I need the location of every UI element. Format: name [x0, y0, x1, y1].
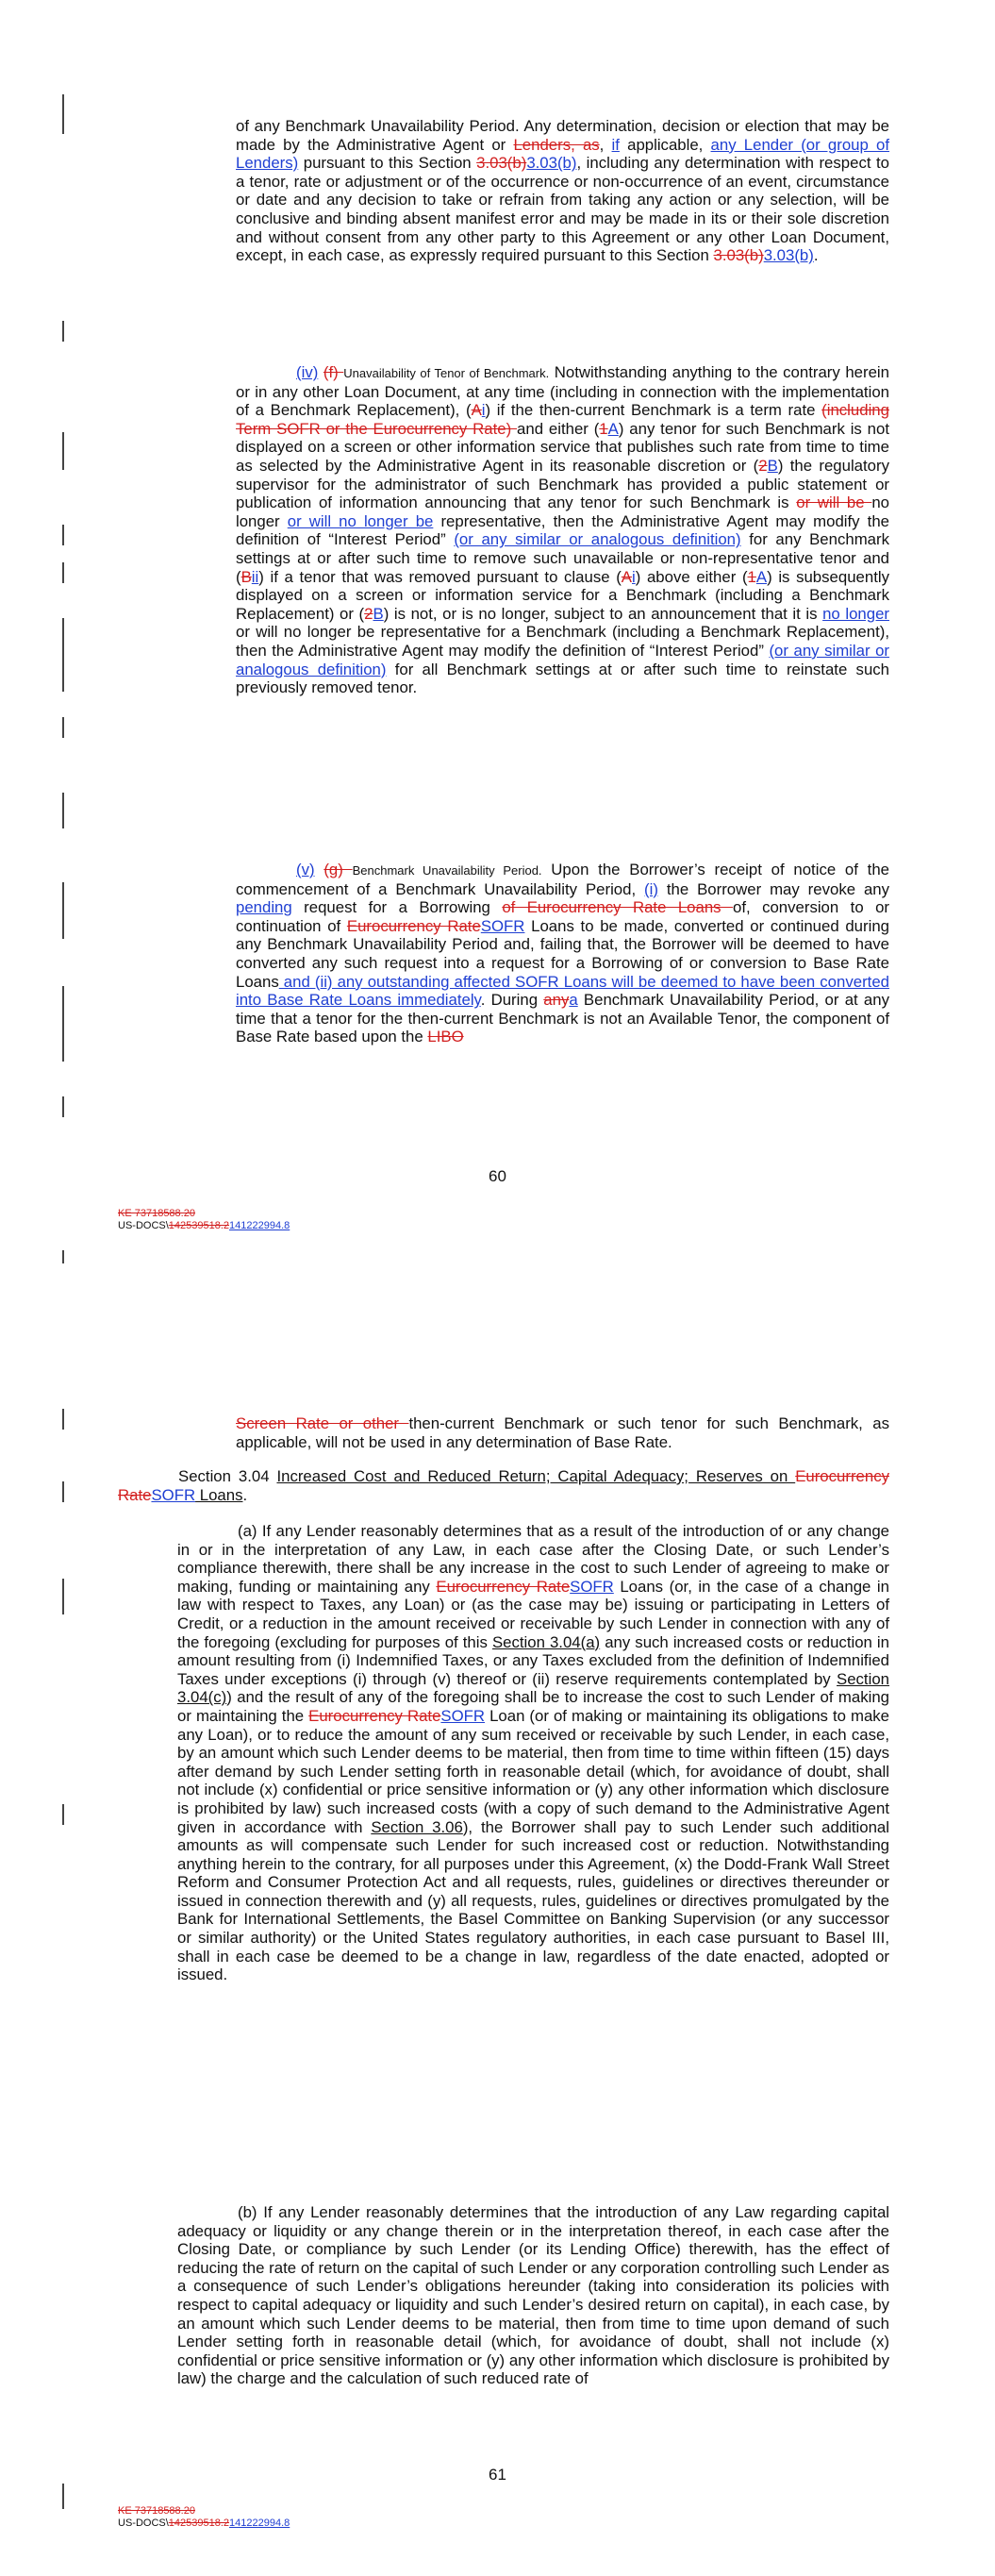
footer-doc-number: [118, 1220, 290, 1232]
change-bar: [62, 1250, 64, 1263]
deleted-text: 1: [747, 567, 756, 586]
page-number: 60: [489, 1167, 506, 1185]
text-run: ) above either (: [635, 567, 748, 586]
deleted-text: 3.03(b): [476, 154, 527, 173]
inserted-text: i: [632, 567, 636, 586]
inserted-text: (or any similar or analogous definition): [454, 530, 741, 549]
change-bar: [62, 432, 64, 470]
document-footer: [118, 2505, 290, 2530]
paragraph-3-04-a: [177, 1522, 889, 1984]
change-bar: [62, 562, 64, 583]
change-bar: [62, 882, 64, 939]
paragraph-continuation: [236, 1414, 889, 1451]
text-run: ) is not, or is no longer, subject to an announcement that it is: [383, 604, 823, 623]
inserted-text: B: [373, 604, 384, 623]
text-run: [315, 861, 324, 878]
text-run: Benchmark Unavailability Period, or at any time that a tenor for the then-current Benchmark is not an Available Tenor, the component of Base Rate based upon the: [236, 991, 889, 1046]
document-footer: [118, 1208, 290, 1232]
underlined-text: Section 3.04(a): [491, 1632, 601, 1651]
deleted-text: (g): [323, 861, 353, 878]
text-run: Loans (or, in the case of a change in law with respect to Taxes, any Loan) or (as the case may be) issuing or participating in Letters of Credit, or a reduction in the amount received or receivable by such Lender in connection with any of the foregoing (excluding for purposes of this: [177, 1577, 889, 1651]
inserted-text: any Lender (or group of Lenders): [236, 135, 890, 173]
change-bar: [62, 986, 64, 1062]
deleted-text: of Eurocurrency Rate Loans: [502, 898, 733, 917]
text-run: of any Benchmark Unavailability Period. Any determination, decision or election that may be made by the Administrative Agent or: [236, 117, 889, 154]
change-bar: [62, 1409, 64, 1430]
text-run: pursuant to this Section: [298, 154, 477, 173]
document-page-60: [0, 0, 995, 1264]
text-run: ) if the then-current Benchmark is a term rate: [485, 401, 822, 420]
text-run: ) if a tenor that was removed pursuant to clause (: [258, 567, 622, 586]
inserted-text: (i): [644, 879, 658, 898]
inserted-text: no longer: [822, 604, 889, 623]
deleted-text: 2: [758, 456, 768, 475]
text-run: no longer: [236, 493, 889, 530]
deleted-text: or will be: [796, 493, 872, 512]
inserted-text: (v): [296, 861, 315, 878]
inserted-text: 3.03(b): [526, 154, 577, 173]
footer-inserted-number: 141222994.8: [229, 1220, 290, 1231]
text-run: (b) If any Lender reasonably determines that the introduction of any Law regarding capital adequacy or liquidity or any change therein or in the interpretation thereof, in each case after the Closing Date, or compliance by such Lender (or its Lending Office) therewith, has the effect of reducing the rate of return on the capital of such Lender or any corporation controlling such Lender as a consequence of such Lender’s obligations hereunder (taking into consideration its policies with respect to capital adequacy or liquidity and such Lender’s desired return on capital), in each case, by an amount which such Lender deems to be material, then from time to time upon demand of such Lender setting forth in reasonable detail (which, for avoidance of doubt, shall not include (x) confidential or price sensitive information or (y) any other information which disclosure is prohibited by law) the charge and the calculation of such reduced rate of: [177, 2203, 889, 2388]
text-run: ,: [599, 135, 612, 154]
text-run: ) is subsequently displayed on a screen or information service for a Benchmark (including a Benchmark Replacement) or (: [236, 567, 889, 623]
text-run: Upon the Borrower’s receipt of notice of the commencement of a Benchmark Unavailability Period,: [236, 861, 889, 898]
para-v-text: [236, 861, 889, 1046]
deleted-text: LIBO: [427, 1028, 464, 1046]
deleted-text: any: [543, 991, 570, 1010]
text-run: request for a Borrowing: [291, 898, 503, 917]
change-bar: [62, 1481, 64, 1502]
inserted-text: SOFR: [151, 1485, 196, 1504]
footer-deleted-number: 142539518.2: [168, 2517, 230, 2529]
text-run: representative, then the Administrative Agent may modify the definition of “Interest Period”: [236, 511, 889, 549]
deleted-text: Lenders, as: [513, 135, 600, 154]
footer-inserted-number: 141222994.8: [229, 2517, 290, 2529]
change-bar: [62, 637, 64, 692]
text-run: applicable,: [619, 135, 711, 154]
para-a-text: [236, 117, 889, 265]
inserted-text: SOFR: [440, 1706, 486, 1725]
inserted-text: i: [481, 401, 486, 420]
caption-text: Unavailability of Tenor of Benchmark.: [343, 366, 550, 380]
text-run: or will no longer be representative for a Benchmark (including a Benchmark Replacement), then the Administrative Agent may modify the definition of “Interest Period”: [236, 623, 889, 660]
inserted-text: (iv): [296, 363, 319, 381]
deleted-text: 3.03(b): [713, 246, 764, 265]
inserted-text: A: [607, 419, 619, 438]
footer-ke-number: KE 73718588.20: [118, 1208, 195, 1219]
inserted-text: if: [611, 135, 620, 154]
para-cont-text: [236, 1414, 889, 1451]
inserted-text: (or any similar or analogous definition): [236, 641, 889, 678]
underlined-text: Loans: [195, 1485, 243, 1504]
deleted-text: A: [621, 567, 632, 586]
deleted-text: (f): [323, 363, 344, 381]
text-run: Loans to be made, converted or continued during any Benchmark Unavailability Period and, failing that, the Borrower will be deemed to have converted any such request into a request for a Borrowing of or conversion to Base Rate Loans: [236, 916, 889, 991]
inserted-text: and (ii) any outstanding affected SOFR Loans will be deemed to have been converted into Base Rate Loans immediately: [236, 972, 889, 1010]
deleted-text: Eurocurrency Rate: [118, 1467, 889, 1504]
deleted-text: Eurocurrency Rate: [346, 916, 481, 935]
paragraph-v-benchmark-unavailability: [236, 861, 889, 1046]
text-run: . During: [480, 991, 544, 1010]
inserted-text: B: [767, 456, 778, 475]
text-run: of, conversion to or continuation of: [236, 898, 889, 935]
para-b-text: [177, 2203, 889, 2388]
inserted-text: ii: [251, 567, 259, 586]
change-bar: [62, 525, 64, 545]
deleted-text: 1: [599, 419, 608, 438]
inserted-text: SOFR: [480, 916, 525, 935]
text-run: Loan (or of making or maintaining its obligations to make any Loan), or to reduce the amount of any sum received or receivable by such Lender, in each case, by an amount which such Lender deems to be material, then from time to time within fifteen (15) days after demand by such Lender setting forth in reasonable detail (which, for avoidance of doubt, shall not include (x) confidential or price sensitive information or (y) any other information which disclosure is prohibited by law) such increased costs (with a copy of such demand to the Administrative Agent given in accordance with: [177, 1706, 890, 1836]
text-run: Notwithstanding anything to the contrary herein or in any other Loan Document, at any time (including in connection with the implementation of a Benchmark Replacement), (: [236, 363, 889, 420]
document-page-61: [0, 1316, 995, 2576]
para-a-text: [177, 1522, 889, 1984]
inserted-text: 3.03(b): [763, 246, 814, 265]
page-number: 61: [489, 2466, 506, 2484]
text-run: ) any tenor for such Benchmark is not displayed on a screen or other information service that publishes such rate from time to time as selected by the Administrative Agent in its reasonable discretion or (: [236, 419, 889, 475]
deleted-text: Eurocurrency Rate: [436, 1577, 571, 1596]
text-run: ) the regulatory supervisor for the administrator of such Benchmark has provided a public statement or publication of information announcing that any tenor for such Benchmark is: [236, 456, 889, 512]
text-run: (a) If any Lender reasonably determines that as a result of the introduction of or any change in or in the interpretation of any Law, in each case after the Closing Date, or such Lender’s compliance therewith, there shall be any increase in the cost to such Lender of agreeing to make or making, funding or maintaining any: [177, 1522, 889, 1596]
section-heading-text: [118, 1467, 889, 1504]
underlined-text: Section 3.06: [371, 1817, 463, 1836]
change-bar: [62, 321, 64, 342]
text-run: the Borrower may revoke any: [657, 879, 890, 898]
paragraph-determination: [236, 117, 889, 265]
change-bar: [62, 1804, 64, 1825]
change-bar: [62, 793, 64, 828]
deleted-text: B: [240, 567, 252, 586]
text-run: then-current Benchmark or such tenor for such Benchmark, as applicable, will not be used in any determination of Base Rate.: [236, 1414, 889, 1451]
deleted-text: 2: [364, 604, 373, 623]
footer-deleted-number: 142539518.2: [168, 1220, 230, 1231]
text-run: any such increased costs or reduction in amount resulting from (i) Indemnified Taxes, or any Taxes excluded from the definition of Indemnified Taxes under exceptions (i) through (v) thereof or (ii) reserve requirements contemplated by: [177, 1632, 889, 1688]
text-run: Section 3.04: [178, 1467, 277, 1485]
inserted-text: pending: [236, 898, 292, 917]
text-run: .: [813, 246, 819, 265]
text-run: for any Benchmark settings at or after such time to remove such unavailable or non-representative tenor and (: [236, 530, 889, 586]
change-bar: [62, 1579, 64, 1614]
paragraph-3-04-b: [177, 2203, 889, 2388]
underlined-text: Increased Cost and Reduced Return; Capital Adequacy; Reserves on: [276, 1467, 796, 1485]
change-bar: [62, 94, 64, 134]
caption-text: Benchmark Unavailability Period.: [352, 863, 542, 878]
underlined-text: Section 3.04(c): [177, 1669, 889, 1707]
text-run: , including any determination with respect to a tenor, rate or adjustment or of the occurrence or non-occurrence of an event, circumstance or date and any decision to take or refrain from taking any action or any selection, will be conclusive and binding absent manifest error and may be made in its or their sole discretion and without consent from any other party to this Agreement or any other Loan Document, except, in each case, as expressly required pursuant to this Section: [236, 154, 890, 265]
inserted-text: SOFR: [570, 1577, 614, 1596]
inserted-text: a: [569, 991, 578, 1010]
change-bar: [62, 618, 64, 639]
change-bar: [62, 2484, 64, 2509]
para-iv-text: [236, 363, 889, 697]
page-gap: [0, 1264, 995, 1316]
text-run: .: [242, 1485, 248, 1504]
paragraph-iv-unavailability-of-tenor: [236, 363, 889, 697]
footer-doc-number: [118, 2517, 290, 2530]
text-run: and either (: [517, 419, 600, 438]
deleted-text: (including Term SOFR or the Eurocurrency Rate): [236, 401, 889, 438]
deleted-text: Eurocurrency Rate: [308, 1706, 441, 1725]
inserted-text: or will no longer be: [287, 511, 434, 530]
section-3-04-heading: [118, 1467, 889, 1504]
change-bar: [62, 1096, 64, 1117]
footer-prefix: US-DOCS\: [118, 2517, 169, 2529]
footer-prefix: US-DOCS\: [118, 1220, 169, 1231]
deleted-text: Screen Rate or other: [236, 1414, 409, 1432]
footer-ke-number: KE 73718588.20: [118, 2505, 195, 2517]
text-run: ) and the result of any of the foregoing shall be to increase the cost to such Lender of making or maintaining the: [177, 1688, 889, 1725]
inserted-text: A: [755, 567, 768, 586]
deleted-text: A: [471, 401, 482, 420]
change-bar: [62, 717, 64, 738]
text-run: for all Benchmark settings at or after such time to reinstate such previously removed tenor.: [236, 660, 890, 697]
text-run: ), the Borrower shall pay to such Lender such additional amounts as will compensate such Lender for such increased cost or reduction. Notwithstanding anything herein to the contrary, for all purposes under this Agreement, (x) the Dodd-Frank Wall Street Reform and Consumer Protection Act and all requests, rules, guidelines or directives thereunder or issued in connection therewith and (y) all requests, rules, guidelines or directives promulgated by the Bank for International Settlements, the Basel Committee on Banking Supervision (or any successor or similar authority) or the United States regulatory authorities, in each case pursuant to Basel III, shall in each case be deemed to be a change in law, regardless of the date enacted, adopted or issued.: [177, 1817, 889, 1984]
